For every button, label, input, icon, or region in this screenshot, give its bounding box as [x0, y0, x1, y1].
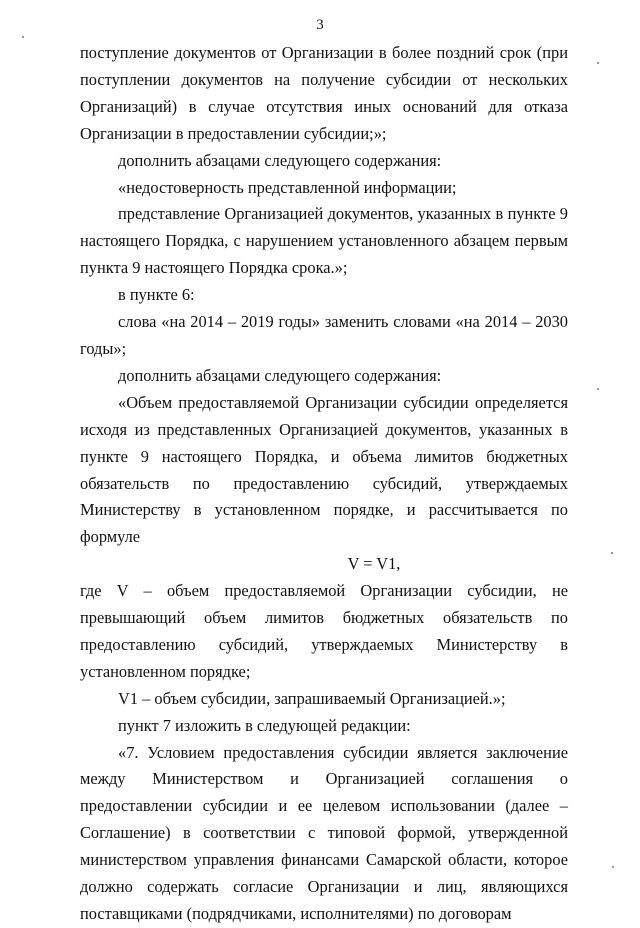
paragraph-unreliable-info: «недостоверность представленной информации;: [118, 177, 457, 197]
scan-speck: [22, 36, 24, 38]
paragraph-replace-years: слова «на 2014 – 2019 годы» заменить словами «на 2014 – 2030 годы»;: [80, 312, 568, 358]
paragraph-formula-definition-v1: V1 – объем субсидии, запрашиваемый Организацией.»;: [118, 688, 506, 708]
paragraph-item-7-text: «7. Условием предоставления субсидии является заключение между Министерством и Организацией соглашения о предоставлении субсидии и ее целевом использовании (далее – Соглашение) в соответствии с типовой формой, утвержденной министерством управления финансами Самарской области, которое должно содержать согласие Организации и лиц, являющихся поставщиками (подрядчиками, исполнителями) по договорам: [80, 742, 568, 923]
paragraph-subsidy-volume: «Объем предоставляемой Организации субсидии определяется исходя из представленных Организацией документов, указанных в пункте 9 настоящего Порядка, и объема лимитов бюджетных обязательств по предоставлению субсидий, утверждаемых Министерству в установленном порядке, и рассчитывается по формуле: [80, 392, 568, 547]
paragraph-add-clauses-2: дополнить абзацами следующего содержания:: [118, 365, 442, 385]
scan-speck: [597, 62, 599, 64]
formula: V = V1,: [347, 554, 401, 574]
paragraph-continuation: поступление документов от Организации в более поздний срок (при поступлении документов на получение субсидии от нескольких Организаций) в случае отсутствия иных оснований для отказа Организации в предоставлении субсидии;»;: [80, 43, 568, 143]
paragraph-document-submission: представление Организацией документов, указанных в пункте 9 настоящего Порядка, с нарушением установленного абзацем первым пункта 9 настоящего Порядка срока.»;: [80, 204, 568, 278]
scan-speck: [611, 552, 613, 554]
paragraph-item-7: пункт 7 изложить в следующей редакции:: [118, 715, 411, 735]
page-number: 3: [316, 17, 324, 33]
paragraph-formula-definition-v: где V – объем предоставляемой Организации субсидии, не превышающий объем лимитов бюджетных обязательств по предоставлению субсидий, утверждаемых Министерству в установленном порядке;: [80, 581, 568, 681]
paragraph-item-6: в пункте 6:: [118, 285, 195, 305]
scan-speck: [612, 866, 614, 868]
paragraph-add-clauses: дополнить абзацами следующего содержания:: [118, 150, 442, 170]
scan-speck: [597, 388, 599, 390]
document-body: [80, 40, 568, 928]
